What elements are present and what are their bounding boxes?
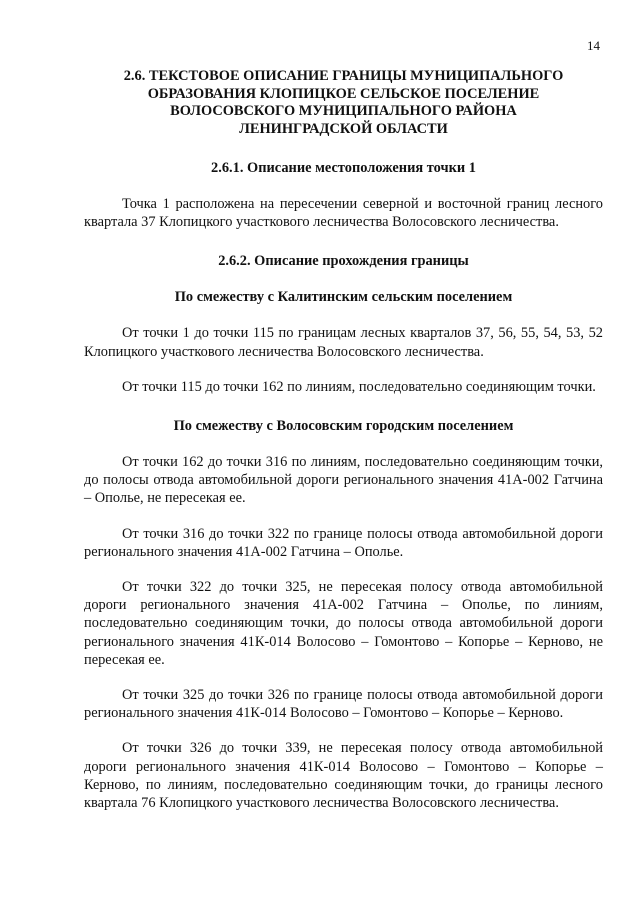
title-line-1: 2.6. ТЕКСТОВОЕ ОПИСАНИЕ ГРАНИЦЫ МУНИЦИПАЛЬНОГО <box>123 68 564 84</box>
group-2-heading: По смежеству с Волосовским городским поселением <box>173 418 514 435</box>
title-line-2: ОБРАЗОВАНИЯ КЛОПИЦКОЕ СЕЛЬСКОЕ ПОСЕЛЕНИЕ <box>147 85 540 102</box>
title-line-3: ВОЛОСОВСКОГО МУНИЦИПАЛЬНОГО РАЙОНА <box>170 103 517 119</box>
title-line-4: ЛЕНИНГРАДСКОЙ ОБЛАСТИ <box>239 120 448 137</box>
group-2-paragraph-4: От точки 325 до точки 326 по границе полосы отвода автомобильной дороги регионального значения 41К-014 Волосово – Гомонтово – Копорье – Керново. <box>84 687 603 722</box>
group-1-heading: По смежеству с Калитинским сельским поселением <box>174 289 513 306</box>
group-1-paragraph-1: От точки 1 до точки 115 по границам лесных кварталов 37, 56, 55, 54, 53, 52 Клопицкого участкового лесничества Волосовского лесничества. <box>84 325 603 360</box>
group-2-paragraph-1: От точки 162 до точки 316 по линиям, последовательно соединяющим точки, до полосы отвода автомобильной дороги регионального значения 41А-002 Гатчина – Ополье, не пересекая ее. <box>84 454 603 507</box>
group-2-paragraph-3: От точки 322 до точки 325, не пересекая полосу отвода автомобильной дороги регионального значения 41А-002 Гатчина – Ополье, по линиям, последовательно соединяющим точки, до полосы отвода автомобильной дороги регионального значения 41К-014 Волосово – Гомонтово – Копорье – Керново, не пересекая ее. <box>84 579 603 668</box>
section-1-text: Точка 1 расположена на пересечении северной и восточной границ лесного квартала 37 Клопицкого участкового лесничества Волосовского лесничества. <box>84 196 603 231</box>
group-2-paragraph-5: От точки 326 до точки 339, не пересекая полосу отвода автомобильной дороги регионального значения 41К-014 Волосово – Гомонтово – Копорье – Керново, по линиям, последовательно соединяющим точки, до границы лесного квартала 76 Клопицкого участкового лесничества Волосовского лесничества. <box>84 740 603 812</box>
page-number: 14 <box>587 38 600 53</box>
document-content <box>84 68 603 812</box>
section-1-heading: 2.6.1. Описание местоположения точки 1 <box>211 160 476 176</box>
document-title <box>84 68 603 138</box>
section-2-heading: 2.6.2. Описание прохождения границы <box>218 253 469 270</box>
group-1-paragraph-2: От точки 115 до точки 162 по линиям, последовательно соединяющим точки. <box>122 378 596 395</box>
group-2-paragraph-2: От точки 316 до точки 322 по границе полосы отвода автомобильной дороги регионального значения 41А-002 Гатчина – Ополье. <box>84 525 603 560</box>
